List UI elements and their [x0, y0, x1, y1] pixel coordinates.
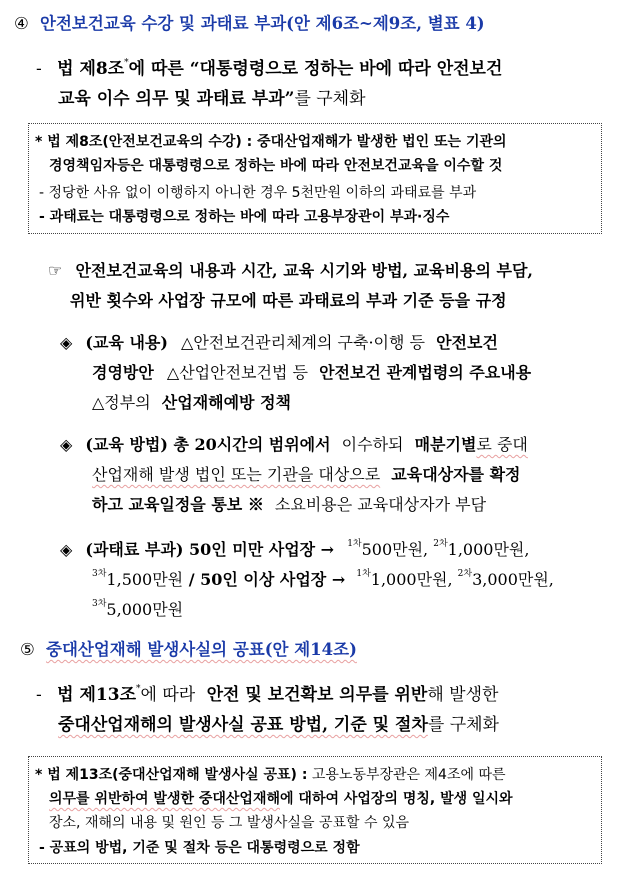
note-box-2-line-4: [39, 837, 360, 857]
order-marker: 1차: [347, 539, 362, 549]
diamond-text: △산업안전보건법 등: [166, 363, 308, 382]
order-marker: 3차: [92, 599, 107, 609]
diamond-item-3-line-2: [92, 566, 554, 590]
pointer-text: 안전보건교육의 내용과 시간, 교육 시기와 방법, 교육비용의 부담,: [75, 261, 533, 280]
note-box-2-line-1: [35, 764, 506, 784]
diamond-text: / 50인 이상 사업장 →: [183, 570, 346, 589]
note-text: 고용노동부장관은 제4조에 따른: [311, 767, 506, 783]
dash-marker: -: [36, 685, 42, 705]
diamond-label: (교육 방법) 총 20시간의 범위에서: [85, 435, 331, 454]
fine-amount: 1,500만원: [106, 570, 184, 589]
diamond-text: 산업재해 발생 법인 또는 기관을 대상으로: [92, 465, 381, 484]
diamond-text: 매분기별: [414, 435, 477, 454]
diamond-label: (교육 내용): [85, 333, 168, 352]
note-text: - 정당한 사유 없이 이행하지 아니한 경우 5천만원 이하의 과태료를 부과: [39, 185, 477, 201]
diamond-bullet-icon: ◈: [60, 435, 73, 454]
note-text: - 과태료는 대통령령으로 정하는 바에 따라 고용부장관이 부과·징수: [39, 209, 450, 225]
item-5-text: 에 따라: [140, 685, 196, 705]
footnote-marker: *: [124, 58, 129, 68]
diamond-text: 소요비용은 교육대상자가 부담: [274, 495, 487, 514]
diamond-text: △정부의: [92, 393, 151, 412]
diamond-item-1-line-1: [60, 330, 498, 353]
diamond-text: 경영방안: [92, 363, 154, 382]
diamond-item-3-line-3: [92, 596, 183, 620]
section-4-heading: [14, 10, 485, 34]
diamond-bullet-icon: ◈: [60, 333, 73, 352]
fine-amount: 1,000만원,: [370, 570, 458, 589]
order-marker: 3차: [92, 569, 107, 579]
diamond-text: 하고 교육일정을 통보 ※: [92, 495, 264, 514]
note-box-1-line-2: [49, 155, 502, 175]
diamond-item-2-line-2: [92, 462, 521, 485]
law-ref: 법 제13조: [57, 685, 136, 705]
order-marker: 2차: [433, 539, 448, 549]
note-text: 장소, 재해의 내용 및 원인 등 그 발생사실을 공표할 수 있음: [49, 815, 410, 831]
item-4-text-3: 를 구체화: [294, 89, 366, 109]
item-4-line-2: [58, 84, 366, 109]
pointer-line-2: [70, 288, 507, 311]
pointing-hand-icon: ☞: [48, 261, 63, 280]
footnote-marker: *: [136, 684, 141, 694]
section-5-heading: [20, 636, 357, 660]
section-5-number: ⑤: [20, 640, 35, 659]
note-box-2-line-3: [49, 812, 409, 832]
note-box-1-line-4: [39, 206, 449, 226]
fine-amount: 1,000만원,: [447, 540, 530, 559]
diamond-label: (과태료 부과) 50인 미만 사업장 →: [85, 540, 335, 559]
diamond-text: 안전보건: [436, 333, 498, 352]
order-marker: 2차: [457, 569, 473, 579]
item-5-text: 안전 및 보건확보 의무를 위반: [206, 685, 428, 705]
diamond-text: 교육대상자를 확정: [391, 465, 521, 484]
law-ref: 법 제8조: [57, 59, 125, 79]
item-5-line-2: [58, 710, 499, 735]
diamond-text: △안전보건관리체계의 구축·이행 등: [181, 333, 425, 352]
note-text: 경영책임자등은 대통령령으로 정하는 바에 따라 안전보건교육을 이수할 것: [49, 158, 503, 174]
item-5-line-1: [36, 680, 498, 705]
dash-marker: -: [36, 59, 42, 79]
note-text: * 법 제8조(안전보건교육의 수강) : 중대산업재해가 발생한 법인 또는 기관의: [35, 134, 507, 150]
diamond-item-1-line-3: [92, 390, 291, 413]
note-box-1-line-3: [39, 182, 476, 202]
note-text: 의무를 위반하여 발생한 중대산업재해: [49, 791, 281, 807]
diamond-item-1-line-2: [92, 360, 531, 383]
item-5-text: 중대산업재해의 발생사실 공표 방법, 기준 및 절차: [58, 715, 428, 735]
diamond-item-2-line-3: [92, 492, 486, 515]
note-box-2-line-2: [49, 788, 513, 808]
diamond-text: 안전보건 관계법령의 주요내용: [319, 363, 532, 382]
note-box-1-line-1: [35, 131, 507, 151]
fine-amount: 3,000만원,: [472, 570, 554, 589]
order-marker: 1차: [356, 569, 371, 579]
note-text: - 공표의 방법, 기준 및 절차 등은 대통령령으로 정함: [39, 840, 360, 856]
section-4-number: ④: [14, 14, 29, 33]
note-text: * 법 제13조(중대산업재해 발생사실 공표) :: [35, 767, 308, 783]
note-text: 에 대하여 사업장의 명칭, 발생 일시와: [280, 791, 513, 807]
diamond-text: 산업재해예방 정책: [161, 393, 291, 412]
pointer-text: 위반 횟수와 사업장 규모에 따른 과태료의 부과 기준 등을 규정: [70, 291, 507, 310]
fine-amount: 5,000만원: [106, 600, 184, 619]
item-4-text-2: 교육 이수 의무 및 과태료 부과”: [58, 89, 295, 109]
fine-amount: 500만원,: [361, 540, 434, 559]
diamond-bullet-icon: ◈: [60, 540, 73, 559]
diamond-item-3-line-1: [60, 536, 529, 560]
diamond-item-2-line-1: [60, 432, 528, 455]
section-4-title: 안전보건교육 수강 및 과태료 부과(안 제6조~제9조, 별표 4): [40, 14, 485, 33]
diamond-text: 이수하되: [341, 435, 404, 454]
diamond-text: 로 중대: [476, 435, 528, 454]
pointer-line-1: [48, 258, 533, 281]
note-box-1: [28, 123, 602, 234]
item-4-text: 에 따른 “대통령령으로 정하는 바에 따라 안전보건: [128, 59, 503, 79]
item-5-text: 해 발생한: [427, 685, 499, 705]
item-5-text: 를 구체화: [427, 715, 499, 735]
section-5-title: 중대산업재해 발생사실의 공표(안 제14조): [46, 640, 357, 659]
item-4-line-1: [36, 54, 502, 79]
note-box-2: [28, 756, 602, 864]
